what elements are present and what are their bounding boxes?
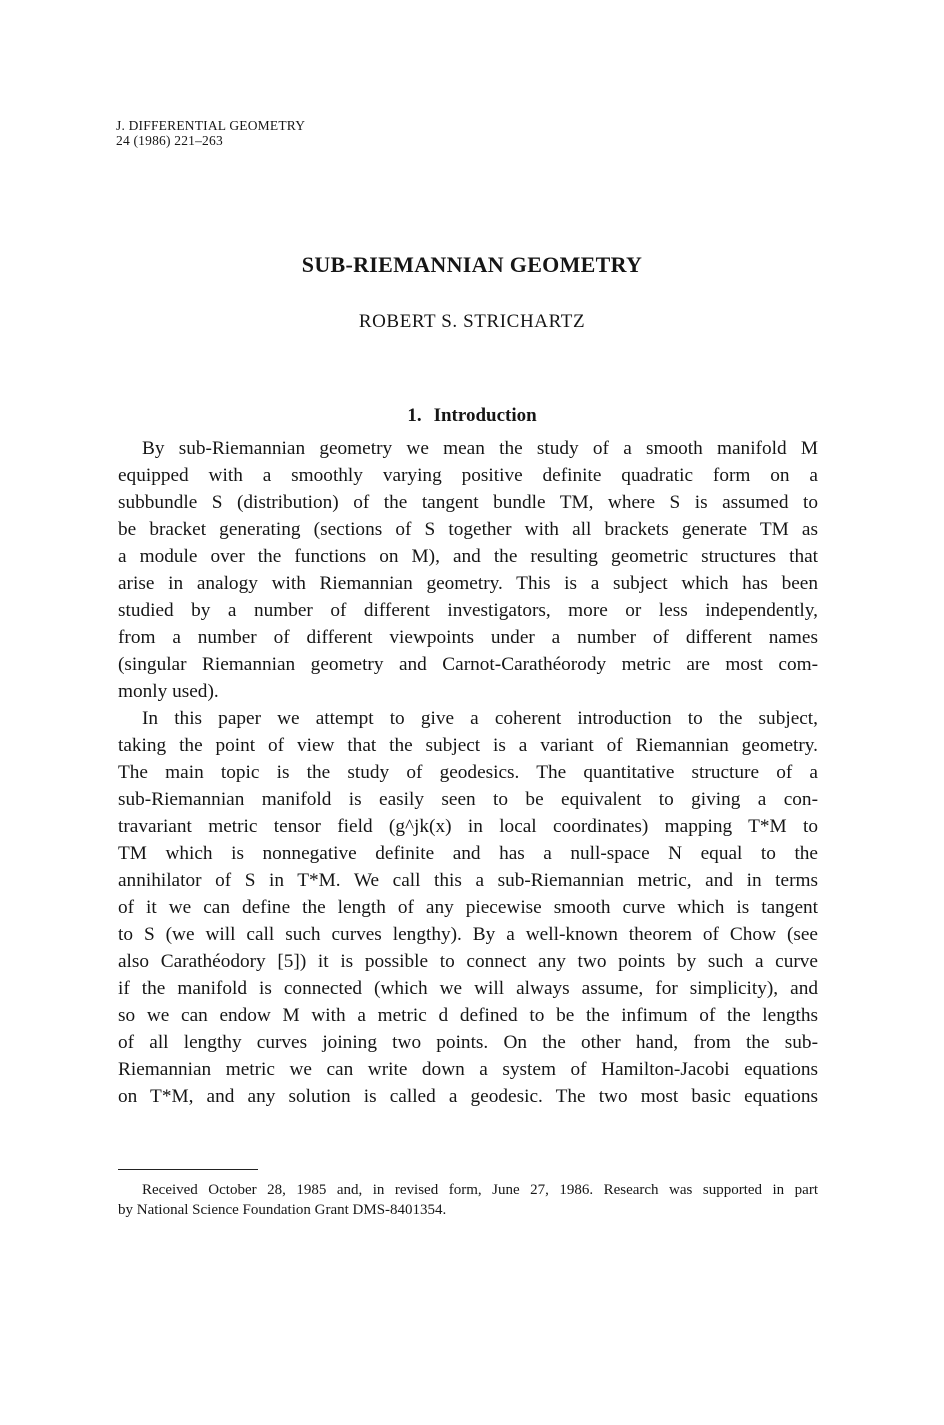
section-heading	[0, 405, 944, 427]
body-line: so we can endow M with a metric d defined to be the infimum of the lengths	[118, 1005, 818, 1026]
footnote-line: by National Science Foundation Grant DMS-8401354.	[118, 1202, 447, 1218]
paper-author: ROBERT S. STRICHARTZ	[358, 311, 586, 332]
body-line: monly used).	[118, 681, 219, 702]
body-line: The main topic is the study of geodesics. The quantitative structure of a	[118, 762, 818, 783]
journal-citation: 24 (1986) 221–263	[116, 133, 223, 148]
body-line: if the manifold is connected (which we will always assume, for simplicity), and	[118, 978, 818, 999]
body-line: Riemannian metric we can write down a system of Hamilton-Jacobi equations	[118, 1059, 818, 1080]
section-title: Introduction	[433, 405, 537, 426]
footnote-divider	[118, 1169, 258, 1170]
footnote	[118, 1180, 818, 1220]
body-line: taking the point of view that the subject is a variant of Riemannian geometry.	[118, 735, 818, 756]
body-line: TM which is nonnegative definite and has a null-space N equal to the	[118, 843, 818, 864]
body-line: sub-Riemannian manifold is easily seen to be equivalent to giving a con-	[118, 789, 818, 810]
body-line: from a number of different viewpoints under a number of different names	[118, 627, 818, 648]
body-line: be bracket generating (sections of S together with all brackets generate TM as	[118, 519, 818, 540]
body-line: a module over the functions on M), and the resulting geometric structures that	[118, 546, 818, 567]
journal-header	[116, 118, 305, 148]
body-line: of all lengthy curves joining two points. On the other hand, from the sub-	[118, 1032, 818, 1053]
body-line: subbundle S (distribution) of the tangent bundle TM, where S is assumed to	[118, 492, 818, 513]
body-line: of it we can define the length of any piecewise smooth curve which is tangent	[118, 897, 818, 918]
body-line: arise in analogy with Riemannian geometry. This is a subject which has been	[118, 573, 818, 594]
body-line: (singular Riemannian geometry and Carnot-Carathéorody metric are most com-	[118, 654, 818, 675]
footnote-line: Received October 28, 1985 and, in revised form, June 27, 1986. Research was supported in part	[142, 1182, 818, 1198]
body-line: also Carathéodory [5]) it is possible to connect any two points by such a curve	[118, 951, 818, 972]
body-line: travariant metric tensor field (g^jk(x) in local coordinates) mapping T*M to	[118, 816, 818, 837]
section-number: 1.	[407, 405, 422, 426]
body-line: equipped with a smoothly varying positive definite quadratic form on a	[118, 465, 818, 486]
paper-title: SUB-RIEMANNIAN GEOMETRY	[301, 252, 643, 277]
body-line: on T*M, and any solution is called a geodesic. The two most basic equations	[118, 1086, 818, 1107]
journal-name: J. DIFFERENTIAL GEOMETRY	[116, 118, 306, 133]
body-line: By sub-Riemannian geometry we mean the study of a smooth manifold M	[142, 438, 818, 459]
body-line: to S (we will call such curves lengthy). By a well-known theorem of Chow (see	[118, 924, 818, 945]
body-line: In this paper we attempt to give a coherent introduction to the subject,	[142, 708, 818, 729]
body-line: studied by a number of different investigators, more or less independently,	[118, 600, 818, 621]
body-text	[118, 435, 818, 1110]
body-line: annihilator of S in T*M. We call this a sub-Riemannian metric, and in terms	[118, 870, 818, 891]
